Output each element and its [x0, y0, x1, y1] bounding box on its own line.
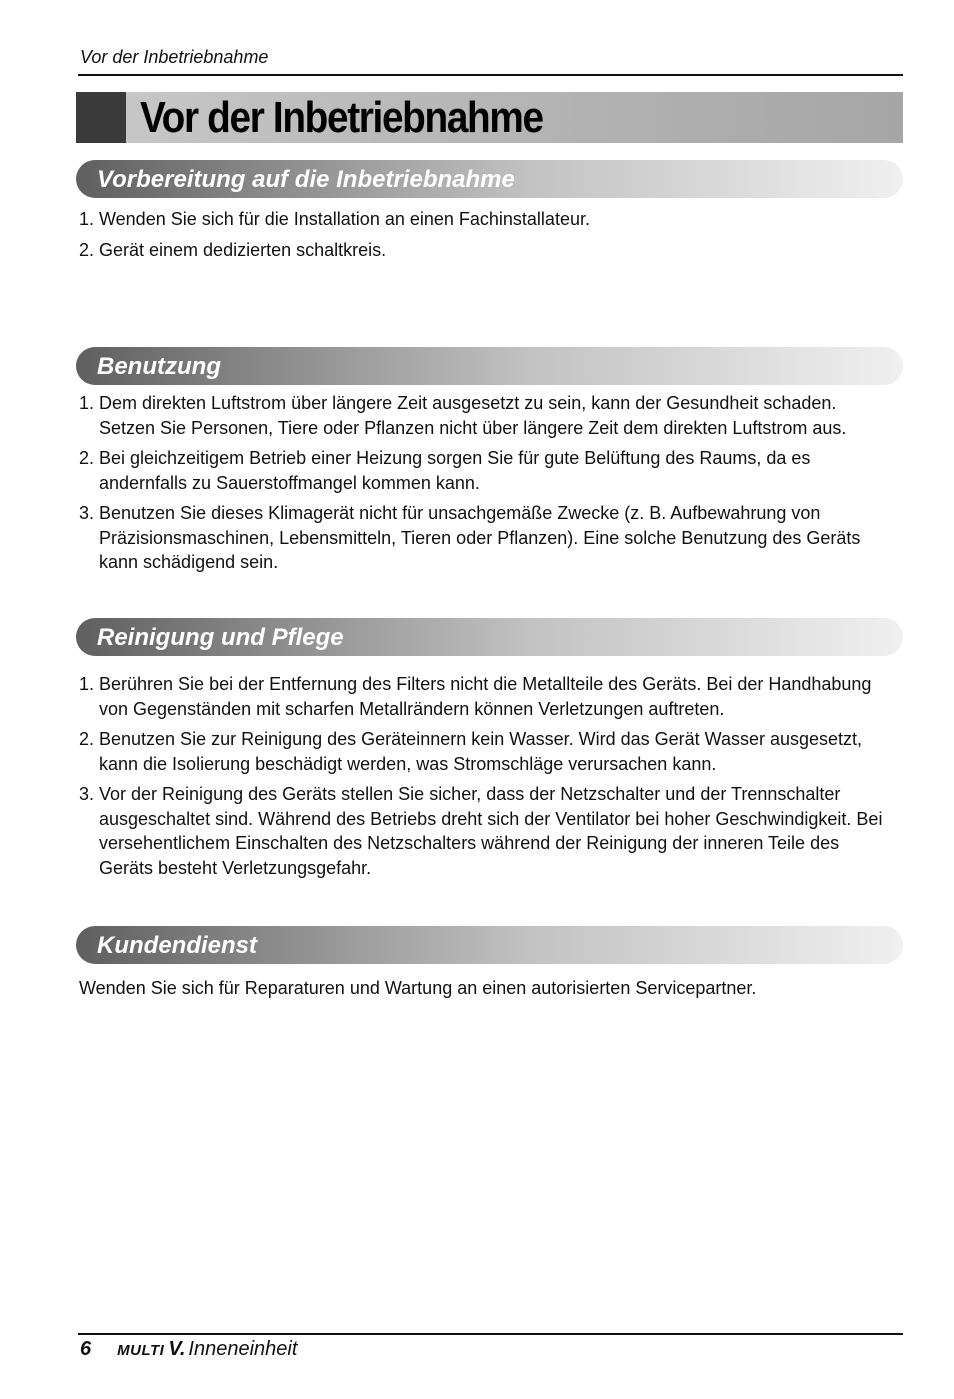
- list-reinigung: [79, 672, 889, 886]
- footer-product: Inneneinheit: [188, 1338, 298, 1360]
- item-number: 2.: [79, 239, 95, 260]
- item-number: 1.: [79, 209, 95, 229]
- list-item: [79, 672, 889, 721]
- section-bar-benutzung: [76, 347, 903, 385]
- item-text: Wenden Sie sich für die Installation an einen Fachinstallateur.: [99, 209, 590, 229]
- page-footer: [80, 1337, 297, 1363]
- item-text: Vor der Reinigung des Geräts stellen Sie sicher, dass der Netzschalter und der Trennschalter ausgeschaltet sind. Während des Betriebs dreht sich der Ventilator bei hoher Geschwindigkeit. Bei versehentlichem Einschalten des Netzschalters während der Reinigung der inneren Teile des Geräts besteht Verletzungsgefahr.: [99, 784, 883, 878]
- list-item: [79, 446, 889, 495]
- item-text: Benutzen Sie zur Reinigung des Geräteinnern kein Wasser. Wird das Gerät Wasser ausgesetzt, kann die Isolierung beschädigt werden, was Stromschläge verursachen kann.: [99, 729, 863, 774]
- title-block: [76, 92, 126, 143]
- title-bar: [76, 92, 903, 143]
- list-item: [79, 238, 889, 263]
- section-title: Vorbereitung auf die Inbetriebnahme: [97, 166, 515, 193]
- item-text: Berühren Sie bei der Entfernung des Filters nicht die Metallteile des Geräts. Bei der Handhabung von Gegenständen mit scharfen Metallrändern können Verletzungen auftreten.: [99, 674, 872, 719]
- item-number: 1.: [79, 674, 95, 694]
- section-bar-kundendienst: [76, 926, 903, 964]
- list-item: [79, 501, 889, 575]
- list-item: [79, 207, 889, 232]
- page-number: 6: [80, 1338, 92, 1360]
- list-vorbereitung: [79, 207, 889, 268]
- multi-v-logo: MULTI: [117, 1342, 165, 1359]
- item-number: 3.: [79, 784, 95, 804]
- item-text: Bei gleichzeitigem Betrieb einer Heizung sorgen Sie für gute Belüftung des Raums, da es andernfalls zu Sauerstoffmangel kommen kann.: [99, 448, 811, 493]
- running-header: Vor der Inbetriebnahme: [80, 47, 269, 67]
- item-number: 3.: [79, 503, 95, 523]
- kundendienst-text: Wenden Sie sich für Reparaturen und Wartung an einen autorisierten Servicepartner.: [79, 978, 757, 998]
- item-text: Gerät einem dedizierten schaltkreis.: [99, 239, 387, 260]
- header-rule: [78, 74, 903, 76]
- section-bar-vorbereitung: [76, 160, 903, 198]
- section-bar-reinigung: [76, 618, 903, 656]
- list-item: [79, 782, 889, 880]
- item-number: 2.: [79, 729, 95, 749]
- item-text: Dem direkten Luftstrom über längere Zeit ausgesetzt zu sein, kann der Gesundheit schaden. Setzen Sie Personen, Tiere oder Pflanzen nicht über längere Zeit dem direkten Luftstrom aus.: [99, 393, 847, 438]
- section-title: Reinigung und Pflege: [97, 624, 344, 651]
- multi-v-logo-v: V.: [168, 1338, 186, 1360]
- section-title: Benutzung: [97, 353, 221, 380]
- list-item: [79, 727, 889, 776]
- item-number: 2.: [79, 448, 95, 468]
- list-benutzung: [79, 391, 889, 581]
- footer-rule: [78, 1333, 903, 1335]
- item-text: Benutzen Sie dieses Klimagerät nicht für unsachgemäße Zwecke (z. B. Aufbewahrung von Präzisionsmaschinen, Lebensmitteln, Tieren oder Pflanzen). Eine solche Benutzung des Geräts kann schädigend sein.: [99, 503, 861, 572]
- item-number: 1.: [79, 393, 95, 413]
- section-title: Kundendienst: [97, 932, 257, 959]
- list-item: [79, 391, 889, 440]
- page-title: Vor der Inbetriebnahme: [140, 93, 543, 142]
